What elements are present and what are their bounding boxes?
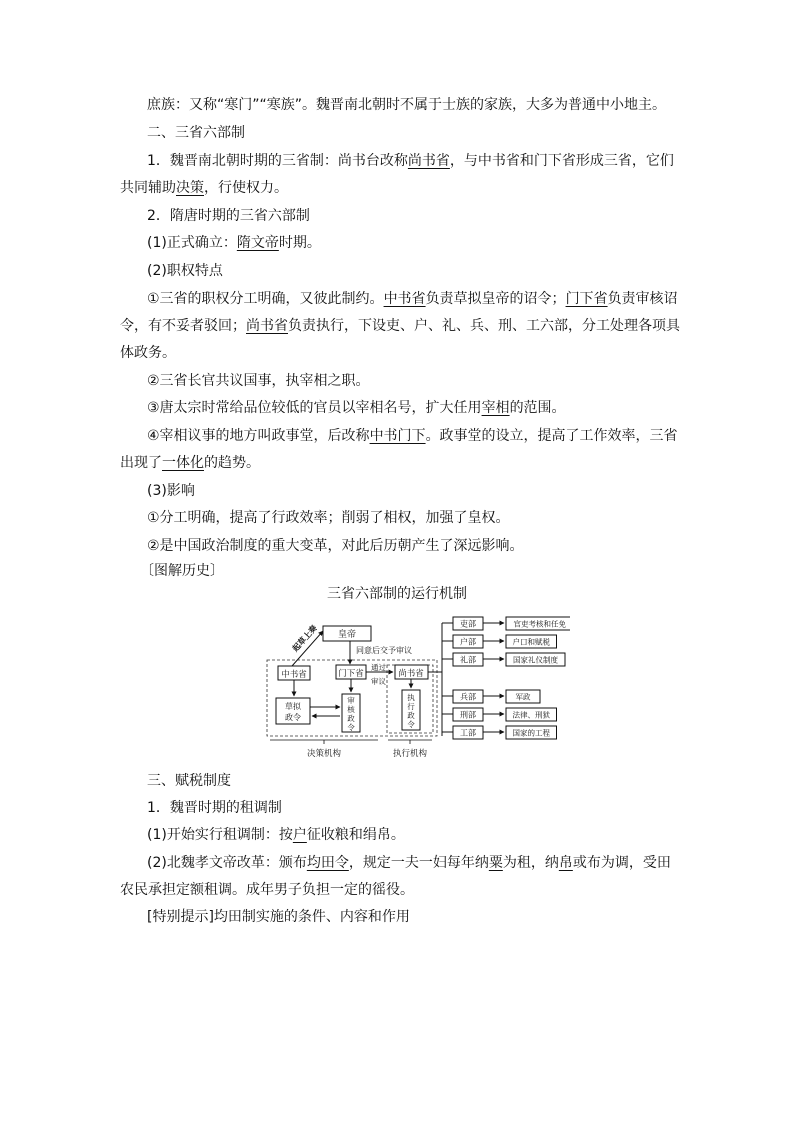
subheading-sui-tang: 2．隋唐时期的三省六部制 (147, 208, 310, 224)
answer-blank: 均田令 (306, 855, 349, 871)
ministry-duty: 国家礼仪制度 (513, 655, 558, 665)
paragraph-features-line-3: 体政务。 (120, 345, 176, 361)
paragraph-impact-2: ②是中国政治制度的重大变革，对此后历朝产生了深远影响。 (147, 538, 524, 554)
paragraph-zudiao-2-line-1: (2)北魏孝文帝改革：颁布均田令，规定一夫一妇每年纳粟为租，纳帛或布为调，受田 (147, 855, 671, 871)
ministry-name: 吏部 (460, 619, 476, 629)
answer-blank: 一体化 (162, 455, 204, 471)
paragraph-establish: (1)正式确立：隋文帝时期。 (147, 235, 321, 251)
answer-blank: 决策 (176, 180, 204, 196)
subheading-impact: (3)影响 (147, 483, 195, 499)
paragraph-1-line-1: 1．魏晋南北朝时期的三省制：尚书台改称尚书省，与中书省和门下省形成三省，它们 (147, 153, 674, 169)
ministry-name: 户部 (460, 637, 476, 647)
subheading-features: (2)职权特点 (147, 263, 223, 279)
review-char-1: 审 (347, 696, 355, 705)
pass-label-2: 审议 (371, 677, 386, 686)
paragraph-features-line-1: ①三省的职权分工明确，又彼此制约。中书省负责草拟皇帝的诏令；门下省负责审核诏 (147, 291, 678, 307)
section-heading-sansheng: 二、三省六部制 (147, 125, 245, 141)
review-char-2: 核 (347, 705, 355, 714)
agree-label: 同意后交予审议 (356, 646, 412, 655)
shangshu-label: 尚书省 (398, 669, 424, 679)
paragraph-item-3: ③唐太宗时常给品位较低的官员以宰相名号，扩大任用宰相的范围。 (147, 400, 566, 416)
ministry-duty: 官吏考核和任免 (513, 619, 566, 629)
paragraph-shuzu: 庶族：又称“寒门”“寒族”。魏晋南北朝时不属于士族的家族，大多为普通中小地主。 (147, 97, 667, 113)
emperor-label: 皇帝 (337, 630, 357, 640)
answer-blank: 中书门下 (369, 428, 426, 444)
decision-label: 决策机构 (306, 749, 342, 759)
draft-label-1: 草拟 (285, 702, 301, 711)
paragraph-zudiao-1: (1)开始实行租调制：按户征收粮和绢帛。 (147, 827, 405, 843)
ministry-duty: 法律、刑狱 (512, 710, 550, 720)
paragraph-item-4-line-2: 出现了一体化的趋势。 (120, 455, 260, 471)
paragraph-zudiao-2-line-2: 农民承担定额租调。成年男子负担一定的徭役。 (120, 882, 414, 898)
paragraph-features-line-2: 令，有不妥者驳回；尚书省负责执行，下设吏、户、礼、兵、刑、工六部，分工处理各项具 (120, 318, 680, 334)
ministry-name: 兵部 (460, 692, 476, 702)
review-char-3: 政 (347, 714, 355, 723)
submit-label: 起草上奏 (290, 622, 319, 654)
paragraph-1-line-2: 共同辅助决策，行使权力。 (120, 180, 288, 196)
answer-blank: 隋文帝 (236, 235, 279, 251)
answer-blank: 尚书省 (407, 153, 450, 169)
answer-blank: 户 (292, 827, 307, 843)
pass-label-1: 通过 (371, 663, 386, 672)
menxia-label: 门下省 (338, 669, 364, 679)
ministry-name: 工部 (460, 728, 476, 738)
subheading-zudiao: 1．魏晋时期的租调制 (147, 800, 282, 816)
zhongshu-label: 中书省 (281, 670, 307, 680)
special-tip: [特别提示]均田制实施的条件、内容和作用 (147, 909, 410, 925)
answer-blank: 门下省 (565, 291, 608, 307)
paragraph-item-4-line-1: ④宰相议事的地方叫政事堂，后改称中书门下。政事堂的设立，提高了工作效率，三省 (147, 428, 678, 444)
execute-char-3: 政 (407, 711, 415, 720)
draft-label-2: 政令 (285, 713, 301, 722)
ministry-name: 礼部 (460, 655, 476, 665)
execute-char-2: 行 (407, 702, 415, 711)
paragraph-impact-1: ①分工明确，提高了行政效率；削弱了相权，加强了皇权。 (147, 510, 510, 526)
execution-label: 执行机构 (392, 749, 428, 759)
ministry-duty: 国家的工程 (512, 728, 550, 738)
ministry-duty: 军政 (515, 692, 531, 702)
ministry-duty: 户口和赋税 (512, 637, 550, 647)
answer-blank: 粟 (488, 855, 503, 871)
answer-blank: 帛 (558, 855, 573, 871)
paragraph-item-2: ②三省长官共议国事，执宰相之职。 (147, 373, 370, 389)
answer-blank: 中书省 (383, 291, 426, 307)
answer-blank: 宰相 (481, 400, 510, 416)
ministry-name: 刑部 (460, 710, 476, 720)
diagram-title: 三省六部制的运行机制 (327, 586, 467, 602)
execute-char-1: 执 (407, 693, 415, 702)
sansheng-liubu-diagram (260, 608, 570, 763)
answer-blank: 尚书省 (246, 318, 288, 334)
section-heading-fushui: 三、赋税制度 (147, 773, 231, 789)
execute-char-4: 令 (407, 720, 415, 729)
figure-caption-tag: 〔图解历史〕 (140, 563, 224, 579)
review-char-4: 令 (347, 723, 355, 732)
ministry-list (442, 617, 570, 739)
